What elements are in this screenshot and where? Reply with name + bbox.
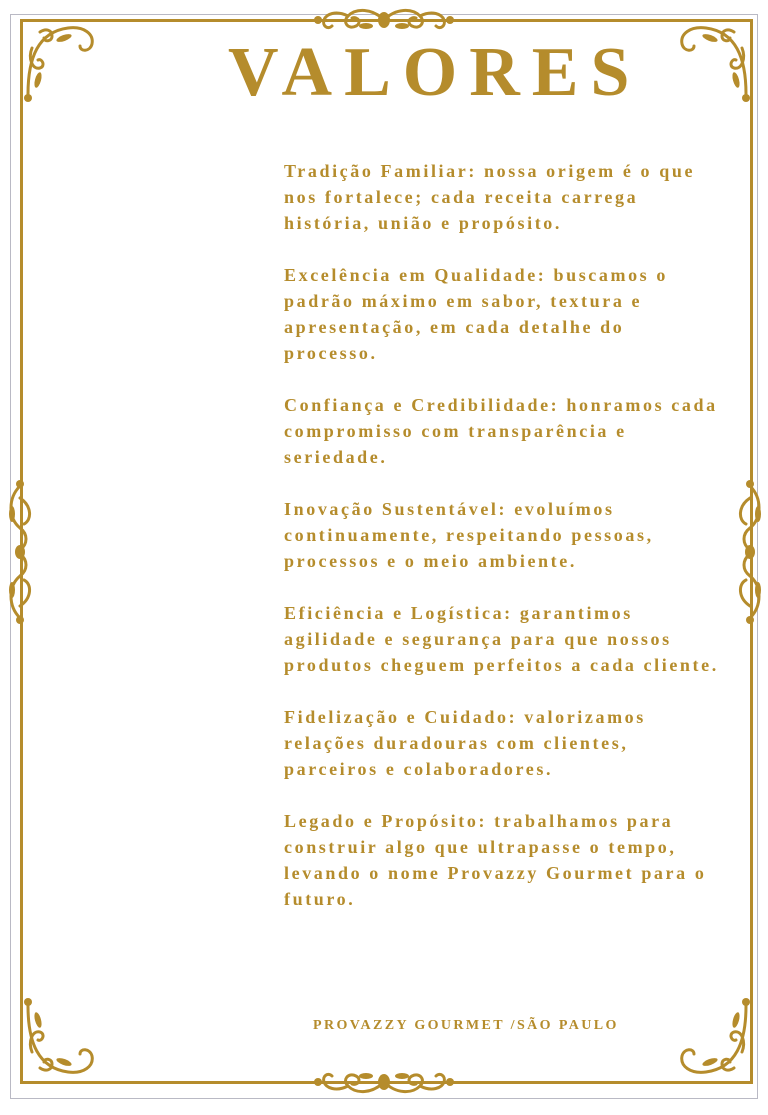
bottom-right-corner-flourish-icon	[670, 996, 756, 1082]
top-left-corner-flourish-icon	[18, 18, 104, 104]
top-scroll-flourish-icon	[312, 4, 456, 36]
value-item-tradicao: Tradição Familiar: nossa origem é o que nos fortalece; cada receita carrega história, união e propósito.	[284, 161, 696, 233]
value-item-legado: Legado e Propósito: trabalhamos para construir algo que ultrapasse o tempo, levando o nome Provazzy Gourmet para o futuro.	[284, 811, 707, 909]
page-title: VALORES	[228, 34, 642, 111]
top-right-corner-flourish-icon	[670, 18, 756, 104]
bottom-scroll-flourish-icon	[312, 1066, 456, 1098]
bottom-left-corner-flourish-icon	[18, 996, 104, 1082]
footer-brand-location: PROVAZZY GOURMET /SÃO PAULO	[313, 1018, 619, 1033]
value-item-confianca: Confiança e Credibilidade: honramos cada compromisso com transparência e seriedade.	[284, 395, 718, 467]
value-item-inovacao: Inovação Sustentável: evoluímos continuamente, respeitando pessoas, processos e o meio ambiente.	[284, 499, 654, 571]
value-item-excelencia: Excelência em Qualidade: buscamos o padrão máximo em sabor, textura e apresentação, em cada detalhe do processo.	[284, 265, 668, 363]
left-side-scroll-icon	[2, 478, 38, 626]
right-side-scroll-icon	[732, 478, 768, 626]
value-item-fidelizacao: Fidelização e Cuidado: valorizamos relações duradouras com clientes, parceiros e colaboradores.	[284, 707, 646, 779]
values-list	[284, 158, 724, 938]
value-item-eficiencia: Eficiência e Logística: garantimos agilidade e segurança para que nossos produtos cheguem perfeitos a cada cliente.	[284, 603, 719, 675]
